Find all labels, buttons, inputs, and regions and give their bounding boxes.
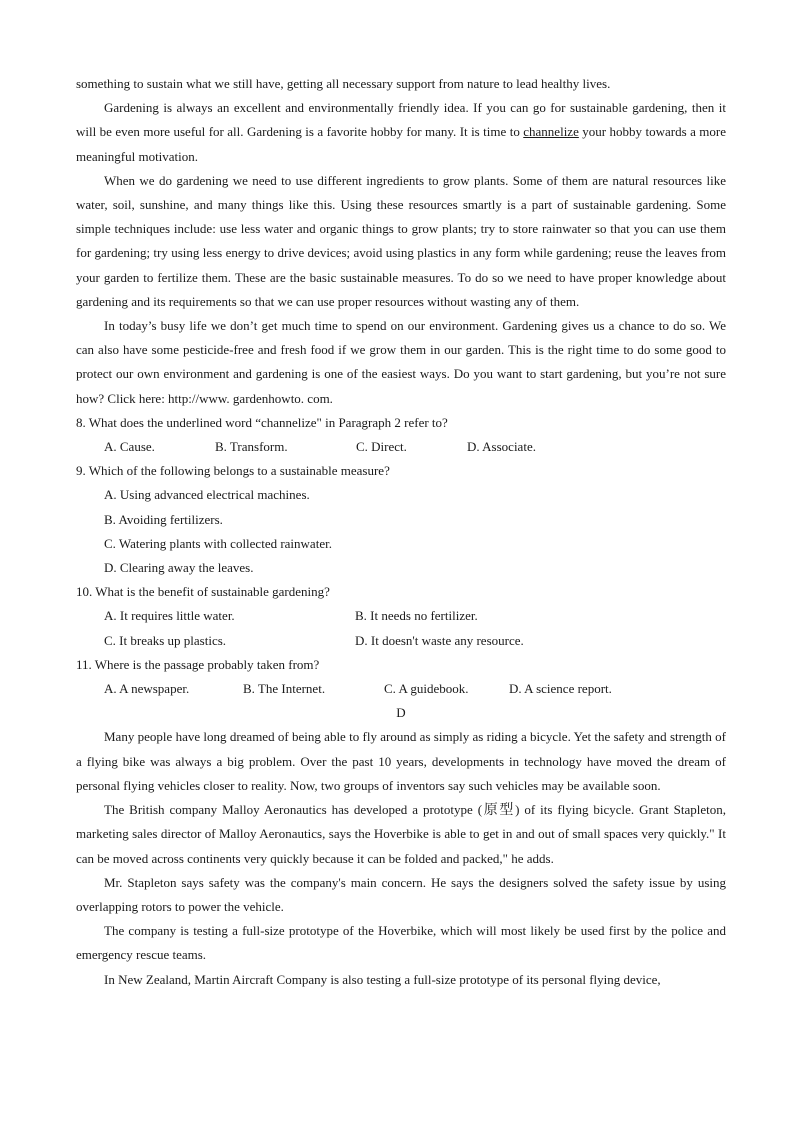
option-c: C. A guidebook.: [384, 681, 469, 697]
option-a: A. It requires little water.: [104, 608, 235, 624]
option-a: A. Cause.: [104, 439, 155, 455]
option-c: C. Direct.: [356, 439, 407, 455]
option-a: A. A newspaper.: [104, 681, 190, 697]
option-b: B. Avoiding fertilizers.: [104, 511, 223, 527]
underlined-word: channelize: [523, 124, 579, 140]
passage-c-paragraph-3: When we do gardening we need to use different ingredients to grow plants. Some of them are natural resources like water, soil, sunshine, and many things like this. Using these resources smartly is a part of sustainable gardening. Some simple techniques include: use less water and organic things to grow plants; try to store rainwater so that you can use them for gardening; try using less energy to drive devices; avoid using plastics in any form while gardening; reuse the leaves from your garden to fertilize them. These are the basic sustainable measures. To do so we need to have proper knowledge about gardening and its requirements so that we can use proper resources without wasting any of them.: [76, 172, 726, 309]
text-segment: ) of its flying bicycle. Grant Stapleton, marketing sales director of Malloy Aeronautics, says the Hoverbike is able to get in and out of small spaces very quickly." It can be moved across continents very quickly because it can be folded and packed," he adds.: [76, 802, 727, 866]
option-d: D. It doesn't waste any resource.: [355, 632, 524, 648]
question-10-stem: 10. What is the benefit of sustainable gardening?: [76, 584, 330, 600]
option-a: A. Using advanced electrical machines.: [104, 487, 310, 503]
question-8-options: [76, 435, 726, 459]
option-d: D. Clearing away the leaves.: [104, 560, 254, 576]
passage-d-paragraph-1: Many people have long dreamed of being able to fly around as simply as riding a bicycle. Yet the safety and strength of a flying bike was always a big problem. Over the past 10 years, developments in technology have moved the dream of personal flying vehicles closer to reality. Now, two groups of inventors say such vehicles may be available soon.: [76, 729, 726, 793]
question-11-options: [76, 677, 726, 701]
question-11-stem: 11. Where is the passage probably taken from?: [76, 656, 320, 672]
chinese-gloss: 原型: [482, 802, 516, 819]
text-segment: your hobby towards a more meaningful motivation.: [76, 124, 726, 164]
question-10-options-row-1: [76, 604, 726, 628]
passage-c-paragraph-4: In today’s busy life we don’t get much time to spend on our environment. Gardening gives us a chance to do so. We can also have some pesticide-free and fresh food if we grow them in our garden. This is the right time to do some good to protect our own environment and gardening is one of the easiest ways. Do you want to start gardening, but you’re not sure how? Click here: http://www. gardenhowto. com.: [76, 318, 726, 406]
option-b: B. It needs no fertilizer.: [355, 608, 478, 624]
option-c: C. Watering plants with collected rainwater.: [104, 535, 332, 551]
passage-c-paragraph-2: [76, 96, 726, 169]
text-segment: Gardening is always an excellent and environmentally friendly idea. If you can go for sustainable gardening, then it will be even more useful for all. Gardening is a favorite hobby for many. It is time to: [76, 100, 726, 140]
option-b: B. The Internet.: [243, 681, 326, 697]
passage-d-paragraph-4: The company is testing a full-size prototype of the Hoverbike, which will most likely be used first by the police and emergency rescue teams.: [76, 923, 726, 963]
passage-d-paragraph-3: Mr. Stapleton says safety was the company's main concern. He says the designers solved the safety issue by using overlapping rotors to power the vehicle.: [76, 874, 726, 914]
question-8-stem: 8. What does the underlined word “channelize" in Paragraph 2 refer to?: [76, 414, 448, 430]
exam-page: [76, 72, 726, 992]
option-d: D. Associate.: [467, 439, 536, 455]
option-b: B. Transform.: [215, 439, 288, 455]
option-d: D. A science report.: [509, 681, 612, 697]
text-segment: The British company Malloy Aeronautics has developed a prototype (: [104, 802, 483, 818]
passage-c-fragment: something to sustain what we still have, getting all necessary support from nature to lead healthy lives.: [76, 76, 611, 91]
section-heading: D: [396, 705, 406, 721]
question-9-stem: 9. Which of the following belongs to a sustainable measure?: [76, 463, 390, 479]
question-10-options-row-2: [76, 629, 726, 653]
passage-d-paragraph-5: In New Zealand, Martin Aircraft Company is also testing a full-size prototype of its personal flying device,: [104, 971, 661, 987]
option-c: C. It breaks up plastics.: [104, 632, 227, 648]
passage-d-paragraph-2: [76, 798, 726, 871]
